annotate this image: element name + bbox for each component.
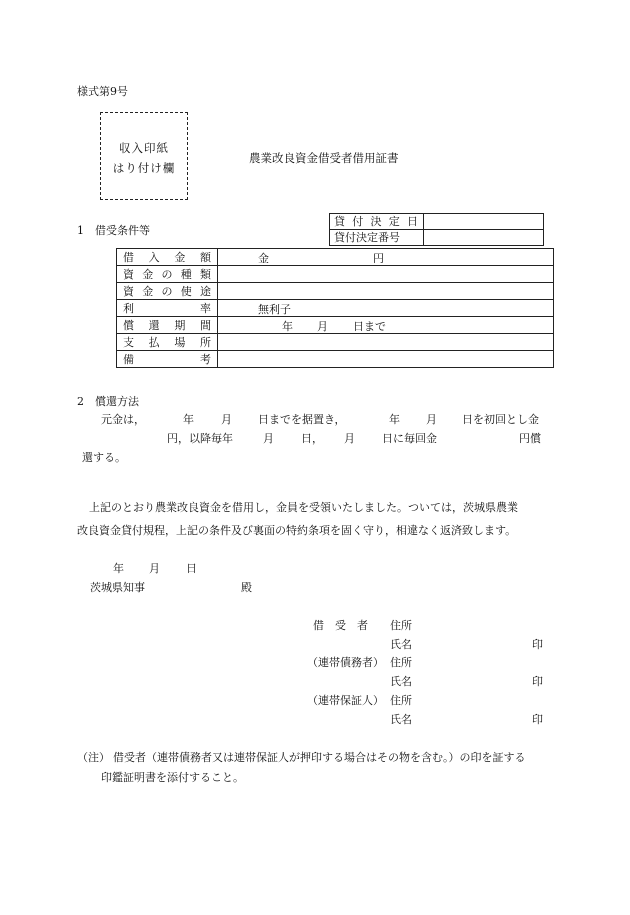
amount-label (117, 249, 218, 266)
period-month: 月 (317, 320, 328, 333)
row-remarks (117, 351, 554, 368)
fund-use-label: 資 金 の 使 途 (117, 283, 218, 300)
fund-type-value[interactable] (218, 266, 554, 283)
period-label: 償 還 期 間 (117, 317, 218, 334)
payment-place-value[interactable] (218, 334, 554, 351)
decision-number-row (330, 230, 544, 246)
repayment-line3: 還する。 (82, 451, 126, 464)
section1-heading: 1 借受条件等 (77, 224, 150, 237)
payment-place-label: 支 払 場 所 (117, 334, 218, 351)
addressee-name: 茨城県知事 (90, 581, 145, 594)
decision-date-value[interactable] (424, 214, 544, 230)
row-rate (117, 300, 554, 317)
period-year: 年 (282, 320, 293, 333)
form-number: 様式第9号 (77, 85, 128, 98)
row-amount (117, 249, 554, 266)
row-period (117, 317, 554, 334)
body-line2: 改良資金貸付規程，上記の条件及び裏面の特約条項を固く守り，相違なく返済致します。 (77, 524, 517, 537)
remarks-value[interactable] (218, 351, 554, 368)
addressee-honorific: 殿 (241, 581, 252, 594)
amount-prefix: 金 (258, 252, 269, 265)
fund-use-value[interactable] (218, 283, 554, 300)
amount-label-text: 借 入 金 額 (123, 250, 211, 264)
revenue-stamp-box (100, 112, 188, 200)
rate-value[interactable] (218, 300, 554, 317)
section2-heading: 2 償還方法 (77, 395, 139, 408)
borrower-seal: 印 (532, 638, 543, 651)
period-until: 日まで (353, 320, 386, 333)
stamp-label-line1: 収入印紙 (119, 141, 169, 155)
decision-number-value[interactable] (424, 230, 544, 246)
rate-value-text: 無利子 (258, 303, 291, 316)
fund-type-label: 資 金 の 種 類 (117, 266, 218, 283)
decision-table (329, 213, 544, 246)
guarantor-seal: 印 (532, 713, 543, 726)
decision-date-label: 貸 付 決 定 日 (330, 214, 424, 230)
stamp-label-line2: はり付け欄 (112, 161, 176, 175)
joint-debtor-seal: 印 (532, 675, 543, 688)
conditions-table (116, 248, 554, 368)
rate-label: 利 率 (117, 300, 218, 317)
period-value[interactable] (218, 317, 554, 334)
row-fund-type (117, 266, 554, 283)
decision-number-label: 貸付決定番号 (330, 230, 424, 246)
row-fund-use (117, 283, 554, 300)
body-line1: 上記のとおり農業改良資金を借用し，金員を受領いたしました。ついては，茨城県農業 (89, 501, 518, 514)
row-payment-place (117, 334, 554, 351)
amount-unit: 円 (373, 252, 384, 265)
amount-value[interactable] (218, 249, 554, 266)
remarks-label: 備 考 (117, 351, 218, 368)
decision-date-row (330, 214, 544, 230)
document-title: 農業改良資金借受者借用証書 (249, 151, 399, 165)
